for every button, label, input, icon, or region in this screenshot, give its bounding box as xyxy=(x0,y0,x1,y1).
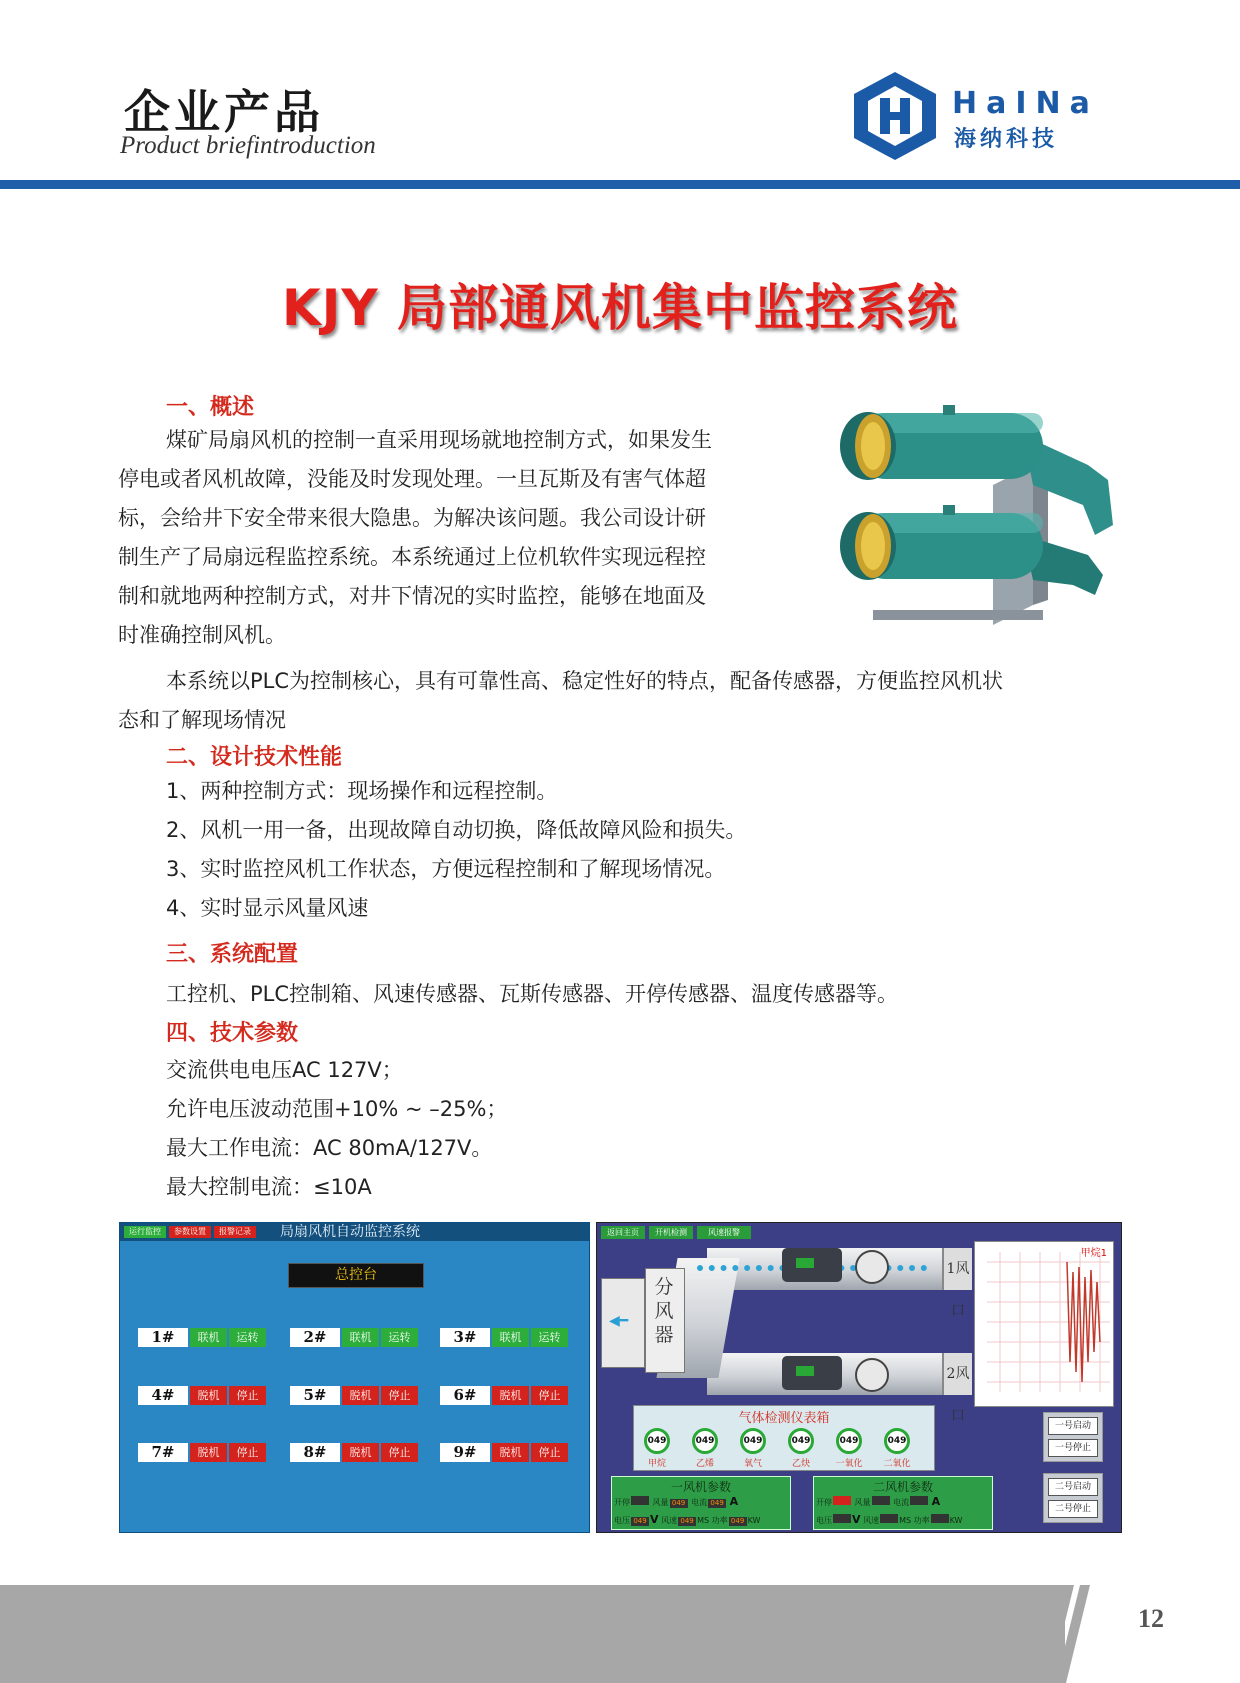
page-number: 12 xyxy=(1138,1604,1164,1633)
screen2-tab[interactable]: 风速报警 xyxy=(697,1226,751,1239)
fan-2-icon xyxy=(855,1358,889,1392)
unit: MS xyxy=(697,1516,710,1525)
section-heading-design: 二、设计技术性能 xyxy=(166,745,343,770)
label: 开停 xyxy=(816,1498,832,1507)
unit-number: 8# xyxy=(290,1443,340,1462)
label: 电流 xyxy=(893,1498,910,1507)
design-item: 1、两种控制方式：现场操作和远程控制。 xyxy=(166,779,558,803)
overview-line: 制和就地两种控制方式，对井下情况的实时监控，能够在地面及 xyxy=(118,584,706,608)
gas-gauge-label: 甲烷 xyxy=(647,1459,666,1469)
fan1-params-panel xyxy=(611,1476,791,1530)
section-heading-overview: 一、概述 xyxy=(166,395,255,420)
fan2-control-box xyxy=(1043,1473,1103,1523)
fan1-row1 xyxy=(614,1495,738,1508)
unit-run-button[interactable]: 运转 xyxy=(381,1328,418,1347)
screen2-tab[interactable]: 返回主页 xyxy=(601,1226,645,1239)
unit: A xyxy=(729,1495,739,1508)
overview-line: 标，会给井下安全带来很大隐患。为解决该问题。我公司设计研 xyxy=(118,506,706,530)
fan2-row2 xyxy=(816,1513,962,1526)
overview-line: 时准确控制风机。 xyxy=(118,623,286,647)
fan1-start-button[interactable]: 一号启动 xyxy=(1048,1417,1098,1435)
value: 049 xyxy=(678,1517,696,1526)
motor-2-icon xyxy=(782,1356,842,1390)
page-title: KJY 局部通风机集中监控系统 xyxy=(282,279,958,337)
param-item: 交流供电电压AC 127V； xyxy=(166,1058,403,1082)
fan2-start-button[interactable]: 二号启动 xyxy=(1048,1478,1098,1496)
label: 风量 xyxy=(652,1498,669,1507)
unit-number: 6# xyxy=(440,1386,490,1405)
unit: MS xyxy=(899,1516,912,1525)
hexagon-logo-icon xyxy=(850,70,940,162)
gas-gauge-label: 氧气 xyxy=(743,1459,762,1469)
value xyxy=(931,1514,949,1523)
param-item: 最大控制电流：≤10A xyxy=(166,1175,372,1199)
console-button[interactable]: 总控台 xyxy=(288,1263,424,1288)
overview-line: 制生产了局扇远程监控系统。本系统通过上位机软件实现远程控 xyxy=(118,545,706,569)
label: 风速 xyxy=(863,1516,880,1525)
ventilation-fan-image xyxy=(833,405,1133,630)
fan1-control-box xyxy=(1043,1412,1103,1462)
config-text: 工控机、PLC控制箱、风速传感器、瓦斯传感器、开停传感器、温度传感器等。 xyxy=(166,982,899,1006)
screen1-tab[interactable]: 参数设置 xyxy=(169,1226,211,1238)
gas-gauge: 049 xyxy=(836,1428,862,1454)
fan1-params-title: 一风机参数 xyxy=(670,1480,731,1494)
unit-run-button[interactable]: 停止 xyxy=(531,1443,568,1462)
value xyxy=(880,1514,898,1523)
screen1-titlebar xyxy=(120,1223,589,1241)
company-logo xyxy=(850,70,1130,162)
overview-line: 煤矿局扇风机的控制一直采用现场就地控制方式，如果发生 xyxy=(166,428,712,452)
fan2-row1 xyxy=(816,1495,940,1508)
gas-gauge: 049 xyxy=(644,1428,670,1454)
screen2-tab[interactable]: 开机检测 xyxy=(649,1226,693,1239)
value xyxy=(910,1496,928,1505)
unit: V xyxy=(852,1513,861,1526)
motor-1-icon xyxy=(782,1248,842,1282)
header-divider xyxy=(0,180,1240,189)
unit-run-button[interactable]: 停止 xyxy=(381,1443,418,1462)
design-item: 4、实时显示风量风速 xyxy=(166,896,369,920)
logo-chinese: 海纳科技 xyxy=(954,127,1059,152)
unit-run-button[interactable]: 运转 xyxy=(531,1328,568,1347)
label: 功率 xyxy=(711,1516,728,1525)
design-item: 2、风机一用一备，出现故障自动切换，降低故障风险和损失。 xyxy=(166,818,747,842)
label: 功率 xyxy=(913,1516,930,1525)
param-item: 允许电压波动范围+10% ~ –25%； xyxy=(166,1097,508,1121)
fan2-params-title: 二风机参数 xyxy=(872,1480,933,1494)
fan1-stop-button[interactable]: 一号停止 xyxy=(1048,1439,1098,1457)
unit-run-button[interactable]: 停止 xyxy=(381,1386,418,1405)
fan2-params-panel xyxy=(813,1476,993,1530)
unit-run-button[interactable]: 停止 xyxy=(531,1386,568,1405)
screen1-tab[interactable]: 运行监控 xyxy=(124,1226,166,1238)
value: 049 xyxy=(708,1499,726,1508)
gas-gauge: 049 xyxy=(788,1428,814,1454)
label: 风速 xyxy=(661,1516,678,1525)
unit-number: 7# xyxy=(138,1443,188,1462)
param-item: 最大工作电流：AC 80mA/127V。 xyxy=(166,1136,493,1160)
value: 049 xyxy=(729,1517,747,1526)
port-2-label: 2风口 xyxy=(942,1353,972,1395)
fan-1-icon xyxy=(855,1250,889,1284)
header-title: 企业产品 xyxy=(124,85,324,139)
section-heading-params: 四、技术参数 xyxy=(166,1021,299,1046)
gas-gauge-label: 一氧化 xyxy=(835,1459,863,1469)
unit-link-button[interactable]: 脱机 xyxy=(492,1386,529,1405)
unit-link-button[interactable]: 脱机 xyxy=(342,1443,379,1462)
header-subtitle: Product briefintroduction xyxy=(120,132,376,159)
unit-run-button[interactable]: 运转 xyxy=(229,1328,266,1347)
overview-line: 停电或者风机故障，没能及时发现处理。一旦瓦斯及有害气体超 xyxy=(118,467,706,491)
unit-number: 4# xyxy=(138,1386,188,1405)
unit-link-button[interactable]: 联机 xyxy=(342,1328,379,1347)
arrow-left-icon: ◀━ xyxy=(609,1313,629,1329)
gas-box-title: 气体检测仪表箱 xyxy=(738,1411,830,1426)
chart-title: 甲烷1 xyxy=(1080,1248,1107,1259)
unit: A xyxy=(931,1495,941,1508)
unit: KW xyxy=(747,1516,761,1525)
value: 049 xyxy=(631,1517,649,1526)
section-heading-config: 三、系统配置 xyxy=(166,942,299,967)
unit-number: 3# xyxy=(440,1328,490,1347)
label: 电压 xyxy=(816,1516,832,1525)
label: 风量 xyxy=(854,1498,871,1507)
unit-link-button[interactable]: 脱机 xyxy=(190,1443,227,1462)
stripes-decoration-icon xyxy=(1040,1585,1110,1683)
gas-gauge: 049 xyxy=(740,1428,766,1454)
gas-gauge: 049 xyxy=(884,1428,910,1454)
unit-number: 1# xyxy=(138,1328,188,1347)
motor-status xyxy=(796,1366,814,1376)
unit-number: 9# xyxy=(440,1443,490,1462)
unit-number: 5# xyxy=(290,1386,340,1405)
splitter-label: 分风器 xyxy=(654,1276,674,1346)
overview-para2-line: 态和了解现场情况 xyxy=(118,708,286,732)
port-1-label: 1风口 xyxy=(942,1248,972,1290)
unit-link-button[interactable]: 脱机 xyxy=(190,1386,227,1405)
unit: V xyxy=(650,1513,659,1526)
gas-gauge-label: 二氧化 xyxy=(883,1459,911,1469)
fan1-row2 xyxy=(614,1513,760,1526)
trend-chart-svg xyxy=(975,1242,1113,1406)
unit-run-button[interactable]: 停止 xyxy=(229,1386,266,1405)
value-box xyxy=(833,1496,851,1505)
motor-status xyxy=(796,1258,814,1268)
overview-para2-line: 本系统以PLC为控制核心，具有可靠性高、稳定性好的特点，配备传感器，方便监控风机状 xyxy=(166,669,1004,693)
label: 电流 xyxy=(691,1498,708,1507)
unit-link-button[interactable]: 联机 xyxy=(190,1328,227,1347)
label: 电压 xyxy=(614,1516,630,1525)
monitor-screen-detail xyxy=(596,1222,1122,1533)
gas-gauge-label: 乙烯 xyxy=(695,1459,714,1469)
label: 开停 xyxy=(614,1498,630,1507)
unit: KW xyxy=(949,1516,963,1525)
screen1-tab[interactable]: 报警记录 xyxy=(214,1226,256,1238)
logo-english: HaINa xyxy=(952,86,1099,121)
unit-link-button[interactable]: 脱机 xyxy=(492,1443,529,1462)
fan2-stop-button[interactable]: 二号停止 xyxy=(1048,1500,1098,1518)
unit-number: 2# xyxy=(290,1328,340,1347)
value xyxy=(833,1514,851,1523)
design-item: 3、实时监控风机工作状态，方便远程控制和了解现场情况。 xyxy=(166,857,726,881)
gas-gauge: 049 xyxy=(692,1428,718,1454)
unit-link-button[interactable]: 脱机 xyxy=(342,1386,379,1405)
unit-run-button[interactable]: 停止 xyxy=(229,1443,266,1462)
methane-trend-chart xyxy=(974,1241,1114,1407)
monitor-screen-overview xyxy=(119,1222,590,1533)
unit-link-button[interactable]: 联机 xyxy=(492,1328,529,1347)
gas-detector-box xyxy=(633,1405,935,1471)
gas-gauge-label: 乙炔 xyxy=(791,1459,810,1469)
screen1-title: 局扇风机自动监控系统 xyxy=(280,1224,420,1240)
value: 049 xyxy=(670,1499,688,1508)
value xyxy=(872,1496,890,1505)
value-box xyxy=(631,1496,649,1505)
